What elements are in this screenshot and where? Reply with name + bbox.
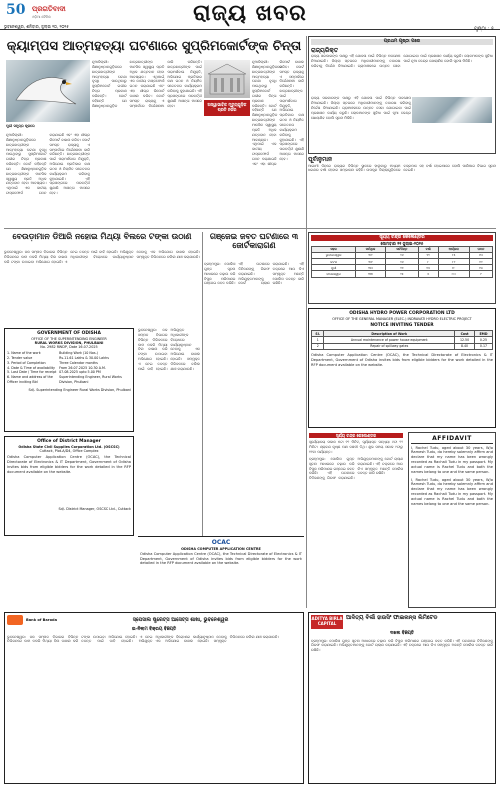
affidavit-body: I, Rachel Tudu, aged about 30 years, W/o Ramesh Tudu, do hereby solemnly affirm and declare that my name has been wrongly recorded as Rachali Tudu in my passport. My actual name is Rachel Tudu and both the names belong to one and the same person. — [411, 445, 493, 474]
bank-brand: Bank of Baroda — [26, 617, 58, 622]
ad-aditya-birla — [308, 612, 496, 784]
weather-header: ବର୍ଷା — [418, 246, 438, 252]
weather-cell: ୨୭ — [385, 265, 418, 271]
side-body: ରାଜ୍ୟ ସରକାରଙ୍କ ପକ୍ଷରୁ ଏହି ଯୋଜନା ପାଇଁ ବିଭିନ୍ନ ପଦକ୍ଷେପ ନିଆଯାଇଛି। ଜିଲ୍ଲା ସ୍ତରରେ ଅଧିକାରୀମାନଙ୍କୁ ତଦାରଖ କରିବାକୁ ନିର୍ଦ୍ଦେଶ ଦିଆଯାଇଛି। ଗ୍ରାମାଞ୍ଚଳରେ ଉନ୍ନତ ସେବା ଯୋଗାଇବା ପାଇଁ ପ୍ରଶାସନ କାର୍ଯ୍ୟ କରୁଛି। ଲୋକମାନଙ୍କ ସୁବିଧା ପାଇଁ ନୂଆ କେନ୍ଦ୍ର ଖୋଲାଯିବ ବୋଲି ସୂଚନା ମିଳିଛି। — [311, 54, 493, 68]
ad1-field-cell: 07.08.2025 upto 5.00 PM — [59, 370, 101, 375]
hydro-row — [312, 343, 493, 349]
lead-body-left: ନୂଆଦିଲ୍ଲୀ: ଶିକ୍ଷାନୁଷ୍ଠାନଗୁଡ଼ିକରେ ଛାତ୍ରଛାତ୍ରୀଙ୍କ ଆତ୍ମହତ୍ୟା ଘଟଣା ବୃଦ୍ଧି ପାଉଥିବାରୁ ସୁପ୍ରିମକୋର୍ଟ ଗଭୀର ଚିନ୍ତା ପ୍ରକାଶ କରିଛନ୍ତି। କୋର୍ଟ କହିଛନ୍ତି ଯେ ଶିକ୍ଷାନୁଷ୍ଠାନଗୁଡ଼ିକ ଛାତ୍ରଛାତ୍ରୀଙ୍କ ମାନସିକ ସ୍ୱାସ୍ଥ୍ୟ ପ୍ରତି ଅଧିକ ଯତ୍ନବାନ ହେବା ଆବଶ୍ୟକ। ଏଥିପାଇଁ ଏକ ଜାତୀୟ ଟାସ୍କଫୋର୍ସ ଗଠନ କରାଯାଇଛି ଏବଂ ଏହା ଶୀଘ୍ର ରିପୋର୍ଟ ଦାଖଲ କରିବ। କୋର୍ଟ ସମସ୍ତ ରାଜ୍ୟକୁ ଏ ସମ୍ପର୍କରେ ନିର୍ଦ୍ଦେଶନାମା ଜାରି କରିଛନ୍ତି। ଛାତ୍ରଛାତ୍ରୀଙ୍କ ପାଇଁ ପରାମର୍ଶଦାତା ନିଯୁକ୍ତି, ଅଭିଯୋଗ ପ୍ରତିକାର କକ୍ଷ ଗଠନ ଓ ନିୟମିତ ସଚେତନତା କାର୍ଯ୍ୟକ୍ରମ କରିବାକୁ କୁହାଯାଇଛି। ଏହି ପ୍ରସଙ୍ଗରେ ପରବର୍ତ୍ତୀ ଶୁଣାଣି ଆସନ୍ତା ମାସରେ ହେବ। — [6, 133, 90, 196]
side-headline: ରାଜ୍ୟରିକ୍ତ — [311, 46, 339, 54]
ad-bank-of-baroda — [4, 612, 304, 784]
weather-cell: ୧୪ — [469, 265, 492, 271]
weather-cell: ୮୦ — [438, 271, 469, 277]
weather-table — [308, 232, 496, 304]
column-rule — [306, 36, 307, 608]
ad1-field-cell: 6. Name and address of the Officer inviting Bid — [7, 375, 53, 384]
ocac-body: Odisha Computer Application Centre (OCAC), the Technical Directorate of Electronics & IT Department, Government of Odisha invites bids from eligible bidders for the work detailed in the RFP document available on the website. — [140, 551, 302, 566]
weather-cell: ୯ — [469, 271, 492, 277]
lead-headline: କ୍ୟାମ୍ପସ ଆତ୍ମହତ୍ୟା ଘଟଣାରେ ସୁପ୍ରିମକୋର୍ଟଙ୍କ ଚିନ୍ତା — [6, 39, 302, 54]
ad1-field-cell: From 26.07.2025 10.30 A.M. — [59, 365, 106, 370]
weather-cell: ୧୦ — [469, 252, 492, 258]
weather-cell: ୮୨ — [438, 259, 469, 265]
bank-body: ଭୁବନେଶ୍ୱର: ଜଳ ସମ୍ପଦ ବିଭାଗର ବିଭିନ୍ନ ଡିଭିଜନରେ କାମ ନକରି ମିଥ୍ୟା ବିଲ ଦାଖଲ କରି ଟଙ୍କା ଉଠାଇବା ଅଭିଯୋଗ ହୋଇଛି। ଏ ନେଇ ତଦନ୍ତ ପାଇଁ ଦାବି ହୋଇଛି। ଅଭିଯୁକ୍ତ ଅଧିକାରୀଙ୍କ ବିରୋଧରେ କାର୍ଯ୍ୟାନୁଷ୍ଠାନ ନେବାକୁ ଏକ ଅଭିଯୋଗ ଦାଖଲ ହୋଇଛି। ସମ୍ପୃକ୍ତ ଡିଭିଜନରେ ଦଲିଲ ଯାଞ୍ଚ କରାଯାଉଛି। — [7, 634, 279, 644]
ad1-notice: No. 2982 RWDP, Date 16.07.2025 — [40, 345, 98, 349]
weather-cell: ୩୦ — [356, 265, 386, 271]
weather-cell: ୩୨ — [356, 252, 386, 258]
weather-cell: ୧୨ — [469, 259, 492, 265]
weather-cell: କଟକ — [312, 259, 356, 265]
weather-grid — [311, 246, 493, 278]
bird-icon — [6, 60, 90, 122]
weather-header: ଆର୍ଦ୍ରତା — [438, 246, 469, 252]
inset-label: ଅସ୍ୱାଭାବିକ ମୃତ୍ୟୁଗୁଡ଼ିକ ପ୍ରତି ନଜର — [204, 100, 250, 116]
ad2-title: Office of District Manager — [37, 439, 101, 444]
weather-cell: ୧୫ — [418, 265, 438, 271]
ad1-field-cell: Rs.11.61 Lakhs & 30.00 Lakhs — [59, 356, 109, 361]
aditya-title: ଆଦିତ୍ୟ ବିର୍ଲା ହାଉସିଂ ଫାଇନାନ୍ସ ଲିମିଟେଡ — [346, 615, 438, 621]
ocac-title: OCAC — [211, 539, 231, 546]
affidavit-body-2: I, Rachel Tudu, aged about 30 years, W/o Ramesh Tudu, do hereby solemnly affirm and declare that my name has been wrongly recorded as Rachali Tudu in my passport. My actual name is Rachel Tudu and both the names belong to one and the same person. — [411, 477, 493, 506]
hydro-title: ODISHA HYDRO POWER CORPORATION LTD — [349, 311, 455, 316]
ad1-field-cell: 5. Last Date / Time for receipt — [7, 370, 57, 375]
weather-header: ସହର — [312, 246, 356, 252]
hydro-cell: Annual maintenance of power house equipment — [324, 337, 455, 343]
ad1-sub2: RURAL WORKS DIVISION, PHULBANI — [34, 340, 104, 345]
weather-title: ସୂର୍ଯ୍ୟ ଚନ୍ଦ୍ର କେଲେଣ୍ଡର — [311, 235, 493, 241]
side-story — [308, 36, 496, 154]
weather-row — [312, 271, 493, 277]
dateline: ଭୁବନେଶ୍ୱର, ଶନିବାର, ଜୁଲାଇ ୨୦, ୨୦୨୫ — [4, 24, 69, 29]
hydro-cell: 2 — [312, 343, 324, 349]
hydro-sub: OFFICE OF THE GENERAL MANAGER (ELEC.) INDRAVATI HYDRO ELECTRIC PROJECT — [332, 316, 472, 321]
ad2-sub2: Cuttack, Plot-A/D4, Office Complex — [39, 448, 99, 453]
side-body-more: ରାଜ୍ୟ ସରକାରଙ୍କ ପକ୍ଷରୁ ଏହି ଯୋଜନା ପାଇଁ ବିଭିନ୍ନ ପଦକ୍ଷେପ ନିଆଯାଇଛି। ଜିଲ୍ଲା ସ୍ତରରେ ଅଧିକାରୀମାନଙ୍କୁ ତଦାରଖ କରିବାକୁ ନିର୍ଦ୍ଦେଶ ଦିଆଯାଇଛି। ଗ୍ରାମାଞ୍ଚଳରେ ଉନ୍ନତ ସେବା ଯୋଗାଇବା ପାଇଁ ପ୍ରଶାସନ କାର୍ଯ୍ୟ କରୁଛି। ଲୋକମାନଙ୍କ ସୁବିଧା ପାଇଁ ନୂଆ କେନ୍ଦ୍ର ଖୋଲାଯିବ ବୋଲି ସୂଚନା ମିଳିଛି। — [311, 96, 411, 120]
weather-cell: ୨୫ — [385, 271, 418, 277]
page-number: ପୃଷ୍ଠା : ୫ — [474, 26, 494, 32]
hydro-cell: Repair of spillway gates — [324, 343, 455, 349]
ad1-field-cell: 2. Tender value — [7, 356, 33, 361]
weather-cell: ଭୁବନେଶ୍ୱର — [312, 252, 356, 258]
ad2-body: Odisha Computer Application Centre (OCAC), the Technical Directorate of Electronics & IT Department, Government of Odisha invites bids from eligible bidders for the work detailed in the RFP document available on the website. — [7, 455, 131, 474]
weather-cell: ୩୧ — [356, 259, 386, 265]
hydro-header: Sl. — [312, 331, 324, 337]
weather-header: ସର୍ବନିମ୍ନ — [385, 246, 418, 252]
column-rule — [202, 232, 203, 536]
ad-civil-supplies — [4, 436, 134, 536]
weather-cell: ୩୩ — [356, 271, 386, 277]
ad2-sub1: Odisha State Civil Supplies Corporation Ltd. (OSCSC) — [18, 444, 120, 449]
divider — [4, 228, 496, 229]
weather-header: ସର୍ବାଧିକ — [356, 246, 386, 252]
ad1-sub1: OFFICE OF THE SUPERINTENDING ENGINEER — [31, 336, 107, 341]
affidavit-notice — [408, 432, 496, 608]
side-photo — [412, 97, 492, 123]
lead-body: ନୂଆଦିଲ୍ଲୀ: ଶିକ୍ଷାନୁଷ୍ଠାନଗୁଡ଼ିକରେ ଛାତ୍ରଛାତ୍ରୀଙ୍କ ଆତ୍ମହତ୍ୟା ଘଟଣା ବୃଦ୍ଧି ପାଉଥିବାରୁ ସୁପ୍ରିମକୋର୍ଟ ଗଭୀର ଚିନ୍ତା ପ୍ରକାଶ କରିଛନ୍ତି। କୋର୍ଟ କହିଛନ୍ତି ଯେ ଶିକ୍ଷାନୁଷ୍ଠାନଗୁଡ଼ିକ ଛାତ୍ରଛାତ୍ରୀଙ୍କ ମାନସିକ ସ୍ୱାସ୍ଥ୍ୟ ପ୍ରତି ଅଧିକ ଯତ୍ନବାନ ହେବା ଆବଶ୍ୟକ। ଏଥିପାଇଁ ଏକ ଜାତୀୟ ଟାସ୍କଫୋର୍ସ ଗଠନ କରାଯାଇଛି ଏବଂ ଏହା ଶୀଘ୍ର ରିପୋର୍ଟ ଦାଖଲ କରିବ। କୋର୍ଟ ସମସ୍ତ ରାଜ୍ୟକୁ ଏ ସମ୍ପର୍କରେ ନିର୍ଦ୍ଦେଶନାମା ଜାରି କରିଛନ୍ତି। ଛାତ୍ରଛାତ୍ରୀଙ୍କ ପାଇଁ ପରାମର୍ଶଦାତା ନିଯୁକ୍ତି, ଅଭିଯୋଗ ପ୍ରତିକାର କକ୍ଷ ଗଠନ ଓ ନିୟମିତ ସଚେତନତା କାର୍ଯ୍ୟକ୍ରମ କରିବାକୁ କୁହାଯାଇଛି। ଏହି ପ୍ରସଙ୍ଗରେ ପରବର୍ତ୍ତୀ ଶୁଣାଣି ଆସନ୍ତା ମାସରେ ହେବ। — [92, 60, 202, 108]
affidavit-title: AFFIDAVIT — [411, 435, 493, 444]
ad1-title: GOVERNMENT OF ODISHA — [37, 331, 101, 336]
side-kicker: ପ୍ରଥମ ପୃଷ୍ଠା ପରେ — [311, 39, 493, 45]
ad1-sign: Sd/- Superintending Engineer Rural Works Division, Phulbani — [28, 387, 131, 392]
bank-notice: ଇ-ନିଲାମ ବିକ୍ରୟ ବିଜ୍ଞପ୍ତି — [131, 627, 177, 632]
weather-cell: ୮୫ — [438, 252, 469, 258]
logo-tag: ଓଡ଼ିଆ ଦୈନିକ — [32, 15, 51, 19]
bank-logo-icon — [7, 615, 23, 625]
masthead — [0, 0, 500, 30]
section-title: ରାଜ୍ୟ ଖବର — [193, 0, 307, 26]
hydro-table — [311, 330, 493, 350]
ad1-field-cell: Superintending Engineer, Rural Works Division, Phulbani — [59, 375, 122, 384]
ad1-field-cell: 3. Period of Completion — [7, 360, 46, 365]
weather-cell: ବାଲେଶ୍ୱର — [312, 271, 356, 277]
story2-body: ଭୁବନେଶ୍ୱର: ଜଳ ସମ୍ପଦ ବିଭାଗର ବିଭିନ୍ନ ଡିଭିଜନରେ କାମ ନକରି ମିଥ୍ୟା ବିଲ ଦାଖଲ କରି ଟଙ୍କା ଉଠାଇବା ଅଭିଯୋଗ ହୋଇଛି। ଏ ନେଇ ତଦନ୍ତ ପାଇଁ ଦାବି ହୋଇଛି। ଅଭିଯୁକ୍ତ ଅଧିକାରୀଙ୍କ ବିରୋଧରେ କାର୍ଯ୍ୟାନୁଷ୍ଠାନ ନେବାକୁ ଏକ ଅଭିଯୋଗ ଦାଖଲ ହୋଇଛି। ସମ୍ପୃକ୍ତ ଡିଭିଜନରେ ଦଲିଲ ଯାଞ୍ଚ କରାଯାଉଛି। — [4, 250, 200, 264]
bank-title: ସ୍ପେସାଲ ଷ୍ଟ୍ରେଟ୍ସ ଆସେଟ୍ସ ଶାଖା, ଭୁବନେଶ୍ୱର — [132, 616, 229, 623]
aditya-body: ବ୍ରହ୍ମପୁର: ପୋଲିସ ଗୁପ୍ତ ସୂଚନା ଆଧାରରେ ଚଢ଼ାଉ କରି ବିପୁଳ ପରିମାଣର ଗଞ୍ଜେଇ ଜବତ କରିଛି। ଏହି ଘଟଣାରେ ତିନିଜଣଙ୍କୁ ଗିରଫ କରାଯାଇଛି। ଅଭିଯୁକ୍ତମାନଙ୍କୁ କୋର୍ଟ ଚାଲାଣ କରାଯାଇଛି। ଏହି ଚକ୍ରରେ ଆଉ କିଏ ସମ୍ପୃକ୍ତ ଅଛନ୍ତି ପୋଲିସ ତଦନ୍ତ ଜାରି ରଖିଛି। — [311, 638, 493, 653]
hydro-notice: NOTICE INVITING TENDER — [370, 322, 434, 328]
forecast-headline: ପୂର୍ବାନୁମାନ — [308, 156, 333, 163]
weather-subtitle: ସୋମବାର ୨୧ ଜୁଲାଇ-୨୦୨୫ — [380, 240, 424, 246]
weather-cell: ୧୨ — [418, 252, 438, 258]
hydro-body: Odisha Computer Application Centre (OCAC), the Technical Directorate of Electronics & IT Department, Government of Odisha invites bids from eligible bidders for the work detailed in the RFP document available on the website. — [311, 352, 493, 367]
ad-ocac — [138, 536, 304, 608]
ad1-field-row — [7, 375, 131, 385]
ad2-sign: Sd/- District Manager, OSCSC Ltd., Cuttack — [58, 507, 131, 511]
weather-cell: ୮ — [418, 259, 438, 265]
calendar-body: ସୂର୍ଯ୍ୟୋଦୟ ସକାଳ ୫ଟା ୧୨ ମିନିଟ, ସୂର୍ଯ୍ୟାସ୍ତ ସନ୍ଧ୍ୟା ୬ଟା ୨୨ ମିନିଟ। ଶ୍ରାବଣ କୃଷ୍ଣ ପକ୍ଷ ଦଶମୀ ତିଥି। ଶୁଭ ସମୟ ସକାଳ ୯ଟାରୁ ୧୧ଟା ପର୍ଯ୍ୟନ୍ତ। — [309, 440, 403, 455]
weather-cell: ୨୬ — [385, 259, 418, 265]
hydro-cell: 0.25 — [474, 337, 492, 343]
ad1-field-cell: Building Work (10 Nos.) — [59, 351, 98, 356]
weather-header: ପବନ — [469, 246, 492, 252]
hydro-header: Cost — [455, 331, 475, 337]
hydro-cell: 1 — [312, 337, 324, 343]
aditya-notice: ଦଖଲ ବିଜ୍ଞପ୍ତି — [390, 631, 414, 636]
weather-cell: ପୁରୀ — [312, 265, 356, 271]
story3-headline: ଗଞ୍ଜେଇ ଜବତ ଘଟଣାରେ ୩ ଜୋର୍ଟକାରାଗଣ — [209, 232, 299, 250]
forecast-body: ଆଗାମୀ ଦିନରେ ରାଜ୍ୟର ବିଭିନ୍ନ ସ୍ଥାନରେ ହାଲୁକାରୁ ମଧ୍ୟମ ଧରଣର ବର୍ଷା ହେବାର ସମ୍ଭାବନା ରହିଛି। ଉପକୂଳ ଜିଲ୍ଲାଗୁଡ଼ିକରେ ବଜ୍ରପାତ ସହ ବର୍ଷା ହୋଇପାରେ ବୋଲି ପାଣିପାଗ ବିଭାଗ ସୂଚନା ଦେଇଛି। — [308, 163, 496, 173]
lead-body-right: ନୂଆଦିଲ୍ଲୀ: ଶିକ୍ଷାନୁଷ୍ଠାନଗୁଡ଼ିକରେ ଛାତ୍ରଛାତ୍ରୀଙ୍କ ଆତ୍ମହତ୍ୟା ଘଟଣା ବୃଦ୍ଧି ପାଉଥିବାରୁ ସୁପ୍ରିମକୋର୍ଟ ଗଭୀର ଚିନ୍ତା ପ୍ରକାଶ କରିଛନ୍ତି। କୋର୍ଟ କହିଛନ୍ତି ଯେ ଶିକ୍ଷାନୁଷ୍ଠାନଗୁଡ଼ିକ ଛାତ୍ରଛାତ୍ରୀଙ୍କ ମାନସିକ ସ୍ୱାସ୍ଥ୍ୟ ପ୍ରତି ଅଧିକ ଯତ୍ନବାନ ହେବା ଆବଶ୍ୟକ। ଏଥିପାଇଁ ଏକ ଜାତୀୟ ଟାସ୍କଫୋର୍ସ ଗଠନ କରାଯାଇଛି ଏବଂ ଏହା ଶୀଘ୍ର ରିପୋର୍ଟ ଦାଖଲ କରିବ। କୋର୍ଟ ସମସ୍ତ ରାଜ୍ୟକୁ ଏ ସମ୍ପର୍କରେ ନିର୍ଦ୍ଦେଶନାମା ଜାରି କରିଛନ୍ତି। ଛାତ୍ରଛାତ୍ରୀଙ୍କ ପାଇଁ ପରାମର୍ଶଦାତା ନିଯୁକ୍ତି, ଅଭିଯୋଗ ପ୍ରତିକାର କକ୍ଷ ଗଠନ ଓ ନିୟମିତ ସଚେତନତା କାର୍ଯ୍ୟକ୍ରମ କରିବାକୁ କୁହାଯାଇଛି। ଏହି ପ୍ରସଙ୍ଗରେ ପରବର୍ତ୍ତୀ ଶୁଣାଣି ଆସନ୍ତା ମାସରେ ହେବ। — [252, 60, 304, 166]
hydro-header: EMD — [474, 331, 492, 337]
story3-body: ବ୍ରହ୍ମପୁର: ପୋଲିସ ଗୁପ୍ତ ସୂଚନା ଆଧାରରେ ଚଢ଼ାଉ କରି ବିପୁଳ ପରିମାଣର ଗଞ୍ଜେଇ ଜବତ କରିଛି। ଏହି ଘଟଣାରେ ତିନିଜଣଙ୍କୁ ଗିରଫ କରାଯାଇଛି। ଅଭିଯୁକ୍ତମାନଙ୍କୁ କୋର୍ଟ ଚାଲାଣ କରାଯାଇଛି। ଏହି ଚକ୍ରରେ ଆଉ କିଏ ସମ୍ପୃକ୍ତ ଅଛନ୍ତି ପୋଲିସ ତଦନ୍ତ ଜାରି ରଖିଛି। — [204, 262, 304, 286]
hydro-cell: 12.50 — [455, 337, 475, 343]
lead-photo — [6, 60, 90, 122]
court-photo — [204, 60, 250, 98]
ad1-field-cell: Three Calendar months — [59, 360, 98, 365]
ad1-field-cell: 4. Date & Time of availability — [7, 365, 56, 370]
ad-rural-works — [4, 328, 134, 432]
hydro-header: Description of Work — [324, 331, 455, 337]
notice-column: ଭୁବନେଶ୍ୱର: ଜଳ ସମ୍ପଦ ବିଭାଗର ବିଭିନ୍ନ ଡିଭିଜନରେ କାମ ନକରି ମିଥ୍ୟା ବିଲ ଦାଖଲ କରି ଟଙ୍କା ଉଠାଇବା ଅଭିଯୋଗ ହୋଇଛି। ଏ ନେଇ ତଦନ୍ତ ପାଇଁ ଦାବି ହୋଇଛି। ଅଭିଯୁକ୍ତ ଅଧିକାରୀଙ୍କ ବିରୋଧରେ କାର୍ଯ୍ୟାନୁଷ୍ଠାନ ନେବାକୁ ଏକ ଅଭିଯୋଗ ଦାଖଲ ହୋଇଛି। ସମ୍ପୃକ୍ତ ଡିଭିଜନରେ ଦଲିଲ ଯାଞ୍ଚ କରାଯାଉଛି। — [138, 328, 200, 371]
aditya-logo: ADITYA BIRLA CAPITAL — [311, 615, 343, 629]
photo-caption: ପୁରୀ ସମୁଦ୍ର କୂଳରେ — [6, 124, 35, 128]
logo-brand: ପ୍ରଗତିବାଦୀ — [32, 5, 66, 13]
ad1-field-cell: 1. Name of the work — [7, 351, 41, 356]
weather-cell: ୫ — [418, 271, 438, 277]
forecast-story — [308, 156, 496, 226]
calendar-title: ସୂର୍ଯ୍ୟ ଚନ୍ଦ୍ର କେଲେଣ୍ଡର — [309, 433, 403, 438]
weather-cell: ୮୮ — [438, 265, 469, 271]
logo-number: 50 — [6, 2, 26, 18]
ocac-sub: ODISHA COMPUTER APPLICATION CENTRE — [181, 546, 261, 551]
calendar-notice — [308, 432, 404, 608]
hydro-cell: 8.40 — [455, 343, 475, 349]
ad-hydro-power — [308, 308, 496, 428]
hydro-cell: 0.17 — [474, 343, 492, 349]
court-building-icon — [204, 60, 250, 98]
newspaper-logo — [4, 2, 94, 26]
calendar-body-more: ବ୍ରହ୍ମପୁର: ପୋଲିସ ଗୁପ୍ତ ସୂଚନା ଆଧାରରେ ଚଢ଼ାଉ କରି ବିପୁଳ ପରିମାଣର ଗଞ୍ଜେଇ ଜବତ କରିଛି। ଏହି ଘଟଣାରେ ତିନିଜଣଙ୍କୁ ଗିରଫ କରାଯାଇଛି। ଅଭିଯୁକ୍ତମାନଙ୍କୁ କୋର୍ଟ ଚାଲାଣ କରାଯାଇଛି। ଏହି ଚକ୍ରରେ ଆଉ କିଏ ସମ୍ପୃକ୍ତ ଅଛନ୍ତି ପୋଲିସ ତଦନ୍ତ ଜାରି ରଖିଛି। — [309, 456, 403, 481]
story2-headline: ବେଉଡ଼ାମାନ ଡିଆରି ନହୋଇ ମିଥ୍ୟା ବିଲରେ ଟଙ୍କା ଉଠାଣ — [12, 232, 192, 241]
ad1-fields — [7, 351, 131, 384]
weather-cell: ୨୬ — [385, 252, 418, 258]
